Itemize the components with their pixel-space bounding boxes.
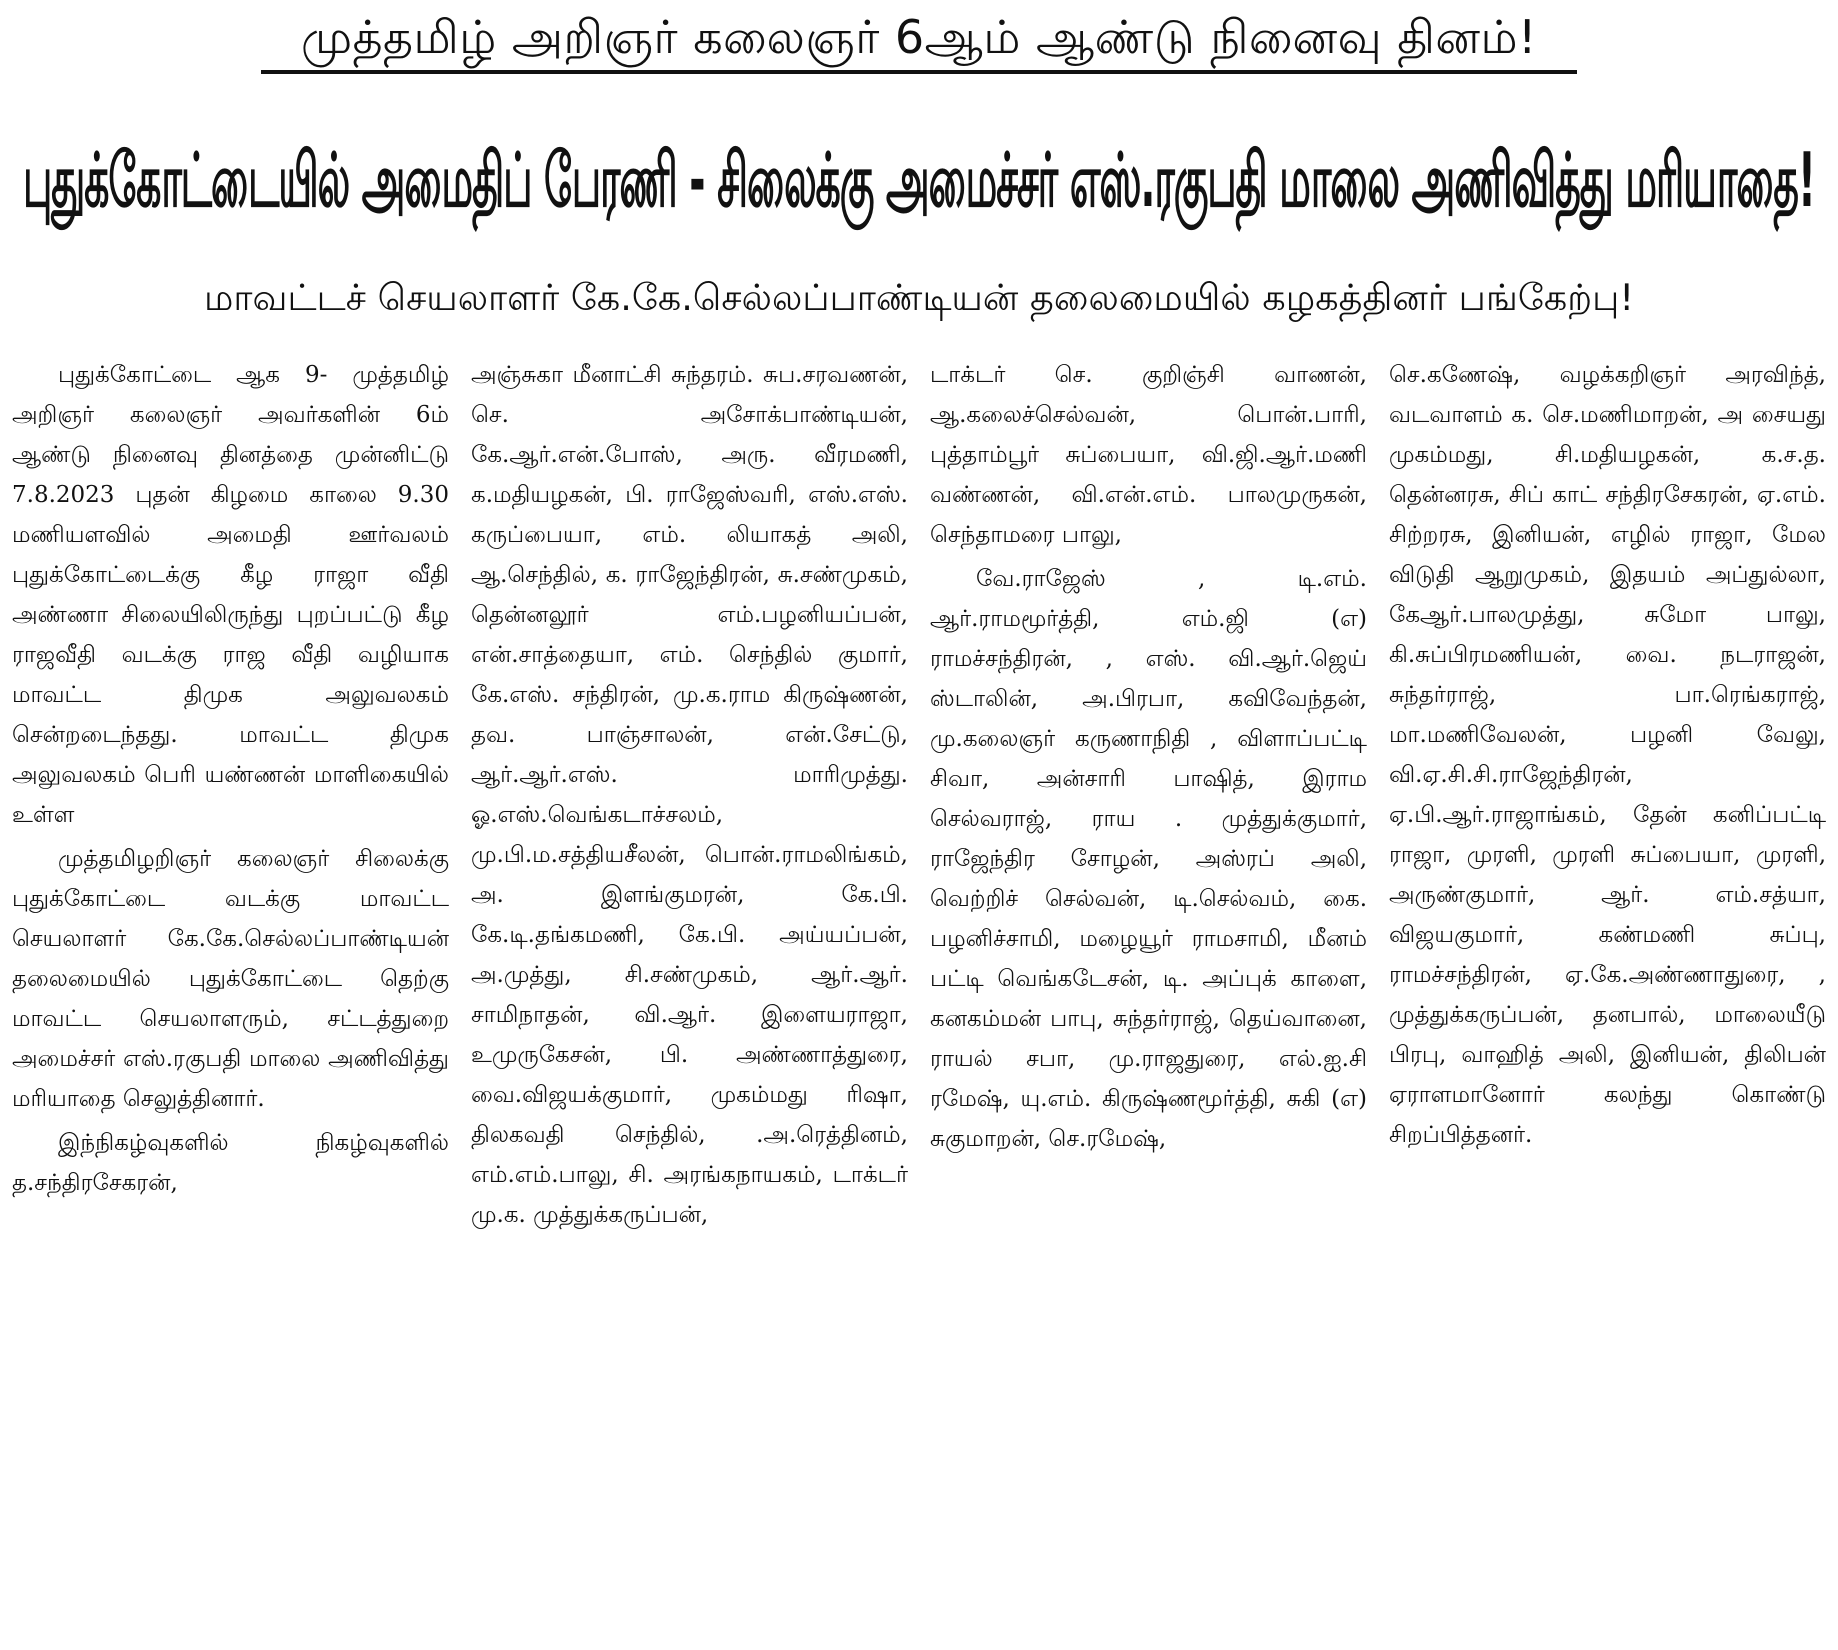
paragraph: செ.கணேஷ், வழக்கறிஞர் அரவிந்த், வடவாளம் க. செ.மணிமாறன், அ சையது முகம்மது, சி.மதியழகன், க.ச.த. தென்னரசு, சிப் காட் சந்திரசேகரன், ஏ.எம். சிற்றரசு, இனியன், எழில் ராஜா, மேல விடுதி ஆறுமுகம், இதயம் அப்துல்லா, கேஆர்.பாலமுத்து, சுமோ பாலு, கி.சுப்பிரமணியன், வை. நடராஜன், சுந்தர்ராஜ், பா.ரெங்கராஜ், மா.மணிவேலன், பழனி வேலு, வி.ஏ.சி.சி.ராஜேந்திரன், ஏ.பி.ஆர்.ராஜாங்கம், தேன் கனிப்பட்டி ராஜா, முரளி, முரளி சுப்பையா, முரளி, அருண்குமார், ஆர். எம்.சத்யா, விஜயகுமார், கண்மணி சுப்பு, ராமச்சந்திரன், ஏ.கே.அண்ணாதுரை, , முத்துக்கருப்பன், தனபால், மாலையீடு பிரபு, வாஹித் அலி, இனியன், திலிபன் ஏராளமானோர் கலந்து கொண்டு சிறப்பித்தனர். — [1389, 362, 1826, 1148]
paragraph: முத்தமிழறிஞர் கலைஞர் சிலைக்கு புதுக்கோட்டை வடக்கு மாவட்ட செயலாளர் கே.கே.செல்லப்பாண்டியன் தலைமையில் புதுக்கோட்டை தெற்கு மாவட்ட செயலாளரும், சட்டத்துறை அமைச்சர் எஸ்.ரகுபதி மாலை அணிவித்து மரியாதை செலுத்தினார். — [12, 846, 449, 1112]
headline: புதுக்கோட்டையில் அமைதிப் பேரணி - சிலைக்கு அமைச்சர் எஸ்.ரகுபதி மாலை அணிவித்து மரியாதை! — [23, 139, 1815, 225]
paragraph: புதுக்கோட்டை ஆக 9- முத்தமிழ் அறிஞர் கலைஞர் அவர்களின் 6ம் ஆண்டு நினைவு தினத்தை முன்னிட்டு 7.8.2023 புதன் கிழமை காலை 9.30 மணியளவில் அமைதி ஊர்வலம் புதுக்கோட்டைக்கு கீழ ராஜா வீதி அண்ணா சிலையிலிருந்து புறப்பட்டு கீழ ராஜவீதி வடக்கு ராஜ வீதி வழியாக மாவட்ட திமுக அலுவலகம் சென்றடைந்தது. மாவட்ட திமுக அலுவலகம் பெரி யண்ணன் மாளிகையில் உள்ள — [12, 362, 449, 828]
paragraph: இந்நிகழ்வுகளில் நிகழ்வுகளில் த.சந்திரசேகரன், — [12, 1130, 449, 1196]
deck: மாவட்டச் செயலாளர் கே.கே.செல்லப்பாண்டியன் தலைமையில் கழகத்தினர் பங்கேற்பு! — [203, 276, 1635, 319]
column-1 — [12, 355, 449, 1642]
column-2 — [471, 355, 908, 1642]
paragraph: வே.ராஜேஸ் , டி.எம். ஆர்.ராமமூர்த்தி, எம்.ஜி (எ) ராமச்சந்திரன், , எஸ். வி.ஆர்.ஜெய் ஸ்டாலின், அ.பிரபா, கவிவேந்தன், மு.கலைஞர் கருணாநிதி , விளாப்பட்டி சிவா, அன்சாரி பாஷித், இராம செல்வராஜ், ராய . முத்துக்குமார், ராஜேந்திர சோழன், அஸ்ரப் அலி, வெற்றிச் செல்வன், டி.செல்வம், கை. பழனிச்சாமி, மழையூர் ராமசாமி, மீனம் பட்டி வெங்கடேசன், டி. அப்புக் காளை, கனகம்மன் பாபு, சுந்தர்ராஜ், தெய்வானை, ராயல் சபா, மு.ராஜதுரை, எல்.ஐ.சி ரமேஷ், யு.எம். கிருஷ்ணமூர்த்தி, சுகி (எ) சுகுமாறன், செ.ரமேஷ், — [930, 566, 1367, 1152]
paragraph: அஞ்சுகா மீனாட்சி சுந்தரம். சுப.சரவணன், செ. அசோக்பாண்டியன், கே.ஆர்.என்.போஸ், அரு. வீரமணி, க.மதியழகன், பி. ராஜேஸ்வரி, எஸ்.எஸ். கருப்பையா, எம். லியாகத் அலி, ஆ.செந்தில், க. ராஜேந்திரன், சு.சண்முகம், தென்னலூர் எம்.பழனியப்பன், என்.சாத்தையா, எம். செந்தில் குமார், கே.எஸ். சந்திரன், மு.க.ராம கிருஷ்ணன், தவ. பாஞ்சாலன், என்.சேட்டு, ஆர்.ஆர்.எஸ். மாரிமுத்து. ஓ.எஸ்.வெங்கடாச்சலம், மு.பி.ம.சத்தியசீலன், பொன்.ராமலிங்கம், அ. இளங்குமரன், கே.பி. கே.டி.தங்கமணி, கே.பி. அய்யப்பன், அ.முத்து, சி.சண்முகம், ஆர்.ஆர். சாமிநாதன், வி.ஆர். இளையராஜா, உமுருகேசன், பி. அண்ணாத்துரை, வை.விஜயக்குமார், முகம்மது ரிஷா, திலகவதி செந்தில், .அ.ரெத்தினம், எம்.எம்.பாலு, சி. அரங்கநாயகம், டாக்டர் மு.க. முத்துக்கருப்பன், — [471, 362, 908, 1228]
column-3 — [930, 355, 1367, 1642]
column-4 — [1389, 355, 1826, 1642]
kicker: முத்தமிழ் அறிஞர் கலைஞர் 6ஆம் ஆண்டு நினைவு தினம்! — [261, 6, 1577, 74]
article-body — [12, 355, 1826, 1642]
paragraph: டாக்டர் செ. குறிஞ்சி வாணன், ஆ.கலைச்செல்வன், பொன்.பாரி, புத்தாம்பூர் சுப்பையா, வி.ஜி.ஆர்.மணி வண்ணன், வி.என்.எம். பாலமுருகன், செந்தாமரை பாலு, — [930, 362, 1367, 548]
